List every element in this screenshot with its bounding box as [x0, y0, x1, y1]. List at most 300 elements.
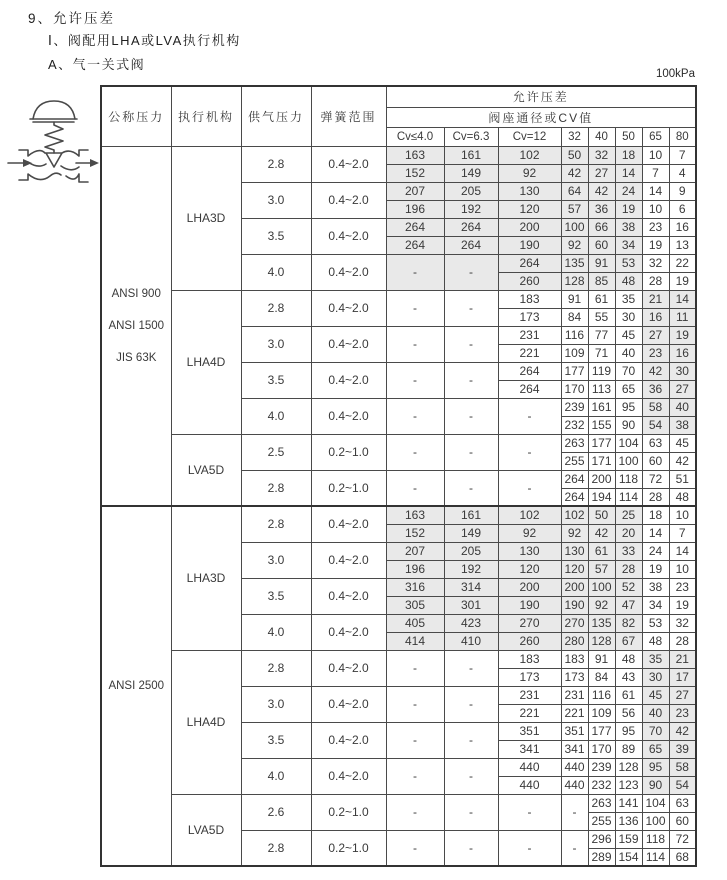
pressure-diff-cell: 30 — [642, 668, 669, 686]
pressure-diff-cell: 7 — [669, 146, 696, 164]
pressure-diff-cell: 183 — [498, 290, 561, 308]
pressure-diff-cell: 7 — [642, 164, 669, 182]
pressure-diff-cell: - — [498, 470, 561, 506]
pressure-diff-cell: 19 — [669, 272, 696, 290]
pressure-diff-cell: - — [386, 290, 444, 326]
pressure-diff-cell: 28 — [642, 488, 669, 506]
pressure-diff-cell: 177 — [588, 434, 615, 452]
header-actuator: 执行机构 — [171, 86, 241, 146]
pressure-diff-cell: 91 — [588, 254, 615, 272]
pressure-diff-cell: 207 — [386, 182, 444, 200]
pressure-diff-cell: 47 — [615, 596, 642, 614]
page-title: 9、允许压差 — [28, 11, 116, 26]
pressure-table-body — [101, 146, 696, 866]
supply-pressure-cell: 2.8 — [241, 470, 311, 506]
pressure-diff-cell: 50 — [588, 506, 615, 524]
pressure-diff-cell: 61 — [588, 542, 615, 560]
pressure-diff-cell: 19 — [642, 560, 669, 578]
header-supply-pressure: 供气压力 — [241, 86, 311, 146]
pressure-diff-cell: 34 — [615, 236, 642, 254]
pressure-diff-cell: 102 — [498, 506, 561, 524]
header-dn-32: 32 — [561, 127, 588, 146]
pressure-diff-cell: 113 — [588, 380, 615, 398]
pressure-diff-cell: 100 — [561, 218, 588, 236]
pressure-diff-cell: 70 — [642, 722, 669, 740]
pressure-diff-cell: 196 — [386, 200, 444, 218]
pressure-diff-cell: 159 — [615, 830, 642, 848]
pressure-diff-cell: - — [561, 830, 588, 866]
pressure-diff-cell: 264 — [561, 488, 588, 506]
pressure-diff-cell: 60 — [642, 452, 669, 470]
pressure-diff-cell: 118 — [642, 830, 669, 848]
pressure-diff-cell: 42 — [642, 362, 669, 380]
header-allowable-pressure-diff: 允许压差 — [386, 86, 696, 107]
pressure-diff-cell: 92 — [498, 164, 561, 182]
pressure-diff-cell: 57 — [561, 200, 588, 218]
pressure-diff-cell: 100 — [588, 578, 615, 596]
pressure-diff-cell: 136 — [615, 812, 642, 830]
pressure-diff-cell: 200 — [561, 578, 588, 596]
pressure-diff-cell: 91 — [588, 650, 615, 668]
pressure-diff-cell: 21 — [669, 650, 696, 668]
pressure-diff-cell: 183 — [561, 650, 588, 668]
pressure-diff-cell: 316 — [386, 578, 444, 596]
pressure-diff-cell: 154 — [615, 848, 642, 866]
pressure-differential-table — [100, 85, 697, 867]
pressure-diff-cell: 114 — [642, 848, 669, 866]
pressure-diff-cell: 61 — [615, 686, 642, 704]
pressure-diff-cell: 161 — [444, 146, 498, 164]
pressure-diff-cell: 200 — [588, 470, 615, 488]
pressure-diff-cell: 163 — [386, 146, 444, 164]
pressure-diff-cell: 264 — [444, 236, 498, 254]
pressure-diff-cell: 264 — [498, 380, 561, 398]
pressure-diff-cell: - — [498, 434, 561, 470]
pressure-diff-cell: 192 — [444, 200, 498, 218]
pressure-diff-cell: 23 — [669, 578, 696, 596]
pressure-diff-cell: 104 — [615, 434, 642, 452]
pressure-diff-cell: 95 — [615, 722, 642, 740]
pressure-diff-cell: 109 — [561, 344, 588, 362]
pressure-diff-cell: 440 — [498, 776, 561, 794]
pressure-diff-cell: - — [386, 758, 444, 794]
pressure-diff-cell: 14 — [642, 524, 669, 542]
pressure-diff-cell: 19 — [615, 200, 642, 218]
pressure-diff-cell: 128 — [561, 272, 588, 290]
pressure-diff-cell: 10 — [642, 146, 669, 164]
pressure-diff-cell: - — [498, 830, 561, 866]
pressure-diff-cell: 289 — [588, 848, 615, 866]
pressure-diff-cell: 173 — [498, 668, 561, 686]
pressure-diff-cell: 10 — [642, 200, 669, 218]
pressure-diff-cell: 22 — [669, 254, 696, 272]
pressure-diff-cell: 32 — [588, 146, 615, 164]
pressure-diff-cell: 51 — [669, 470, 696, 488]
pressure-diff-cell: 60 — [669, 812, 696, 830]
pressure-diff-cell: 232 — [561, 416, 588, 434]
pressure-diff-cell: 161 — [444, 506, 498, 524]
pressure-diff-cell: 84 — [561, 308, 588, 326]
pressure-diff-cell: 55 — [588, 308, 615, 326]
pressure-diff-cell: 341 — [498, 740, 561, 758]
pressure-diff-cell: 58 — [669, 758, 696, 776]
pressure-diff-cell: 414 — [386, 632, 444, 650]
pressure-diff-cell: 19 — [669, 596, 696, 614]
pressure-diff-cell: 116 — [561, 326, 588, 344]
pressure-diff-cell: 64 — [561, 182, 588, 200]
header-dn-50: 50 — [615, 127, 642, 146]
pressure-diff-cell: 260 — [498, 632, 561, 650]
pressure-diff-cell: 66 — [588, 218, 615, 236]
supply-pressure-cell: 4.0 — [241, 758, 311, 794]
pressure-diff-cell: 16 — [669, 218, 696, 236]
pressure-diff-cell: 23 — [642, 218, 669, 236]
pressure-diff-cell: 48 — [669, 488, 696, 506]
pressure-diff-cell: 102 — [498, 146, 561, 164]
pressure-diff-cell: 440 — [498, 758, 561, 776]
pressure-diff-cell: 70 — [615, 362, 642, 380]
pressure-diff-cell: 61 — [588, 290, 615, 308]
pressure-diff-cell: 25 — [615, 506, 642, 524]
pressure-diff-cell: 92 — [561, 236, 588, 254]
pressure-diff-cell: 128 — [615, 758, 642, 776]
header-cv-6-3: Cv=6.3 — [444, 127, 498, 146]
spring-range-cell: 0.4~2.0 — [311, 326, 386, 362]
header-dn-40: 40 — [588, 127, 615, 146]
header-dn-80: 80 — [669, 127, 696, 146]
spring-range-cell: 0.2~1.0 — [311, 794, 386, 830]
spring-range-cell: 0.4~2.0 — [311, 362, 386, 398]
pressure-diff-cell: - — [386, 434, 444, 470]
pressure-diff-cell: 35 — [615, 290, 642, 308]
spring-range-cell: 0.4~2.0 — [311, 686, 386, 722]
pressure-diff-cell: 296 — [588, 830, 615, 848]
supply-pressure-cell: 2.6 — [241, 794, 311, 830]
pressure-diff-cell: 351 — [561, 722, 588, 740]
header-spring-range: 弹簧范围 — [311, 86, 386, 146]
spring-range-cell: 0.4~2.0 — [311, 722, 386, 758]
pressure-diff-cell: 173 — [498, 308, 561, 326]
pressure-diff-cell: 43 — [615, 668, 642, 686]
pressure-diff-cell: 104 — [642, 794, 669, 812]
actuator-cell: LHA4D — [171, 290, 241, 434]
pressure-diff-cell: 173 — [561, 668, 588, 686]
supply-pressure-cell: 3.5 — [241, 578, 311, 614]
pressure-diff-cell: 263 — [561, 434, 588, 452]
pressure-diff-cell: 53 — [642, 614, 669, 632]
pressure-diff-cell: - — [386, 650, 444, 686]
pressure-diff-cell: 120 — [498, 200, 561, 218]
pressure-diff-cell: 95 — [615, 398, 642, 416]
pressure-diff-cell: 72 — [642, 470, 669, 488]
pressure-diff-cell: - — [386, 398, 444, 434]
pressure-diff-cell: 39 — [669, 740, 696, 758]
pressure-diff-cell: 92 — [588, 596, 615, 614]
pressure-diff-cell: 231 — [561, 686, 588, 704]
pressure-diff-cell: 130 — [498, 182, 561, 200]
pressure-diff-cell: 24 — [642, 542, 669, 560]
pressure-diff-cell: 102 — [561, 506, 588, 524]
pressure-diff-cell: - — [498, 398, 561, 434]
pressure-diff-cell: 120 — [498, 560, 561, 578]
pressure-diff-cell: 28 — [669, 632, 696, 650]
pressure-diff-cell: 163 — [386, 506, 444, 524]
pressure-diff-cell: 91 — [561, 290, 588, 308]
pressure-diff-cell: 130 — [498, 542, 561, 560]
supply-pressure-cell: 2.8 — [241, 650, 311, 686]
pressure-diff-cell: 177 — [561, 362, 588, 380]
supply-pressure-cell: 3.0 — [241, 326, 311, 362]
pressure-diff-cell: 114 — [615, 488, 642, 506]
pressure-diff-cell: 38 — [615, 218, 642, 236]
pressure-diff-cell: 205 — [444, 182, 498, 200]
pressure-diff-cell: 190 — [498, 236, 561, 254]
pressure-diff-cell: 54 — [669, 776, 696, 794]
pressure-diff-cell: 152 — [386, 524, 444, 542]
pressure-diff-cell: - — [386, 794, 444, 830]
pressure-diff-cell: 221 — [498, 344, 561, 362]
pressure-diff-cell: 264 — [498, 362, 561, 380]
pressure-diff-cell: 52 — [615, 578, 642, 596]
spring-range-cell: 0.4~2.0 — [311, 614, 386, 650]
pressure-diff-cell: 405 — [386, 614, 444, 632]
supply-pressure-cell: 3.0 — [241, 542, 311, 578]
pressure-diff-cell: 149 — [444, 524, 498, 542]
pressure-diff-cell: 100 — [642, 812, 669, 830]
nominal-pressure-cell: ANSI 900 ANSI 1500 JIS 63K — [101, 146, 171, 506]
pressure-diff-cell: 36 — [642, 380, 669, 398]
pressure-diff-cell: - — [444, 398, 498, 434]
pressure-diff-cell: 20 — [615, 524, 642, 542]
pressure-diff-cell: - — [444, 830, 498, 866]
supply-pressure-cell: 4.0 — [241, 254, 311, 290]
pressure-diff-cell: 14 — [669, 542, 696, 560]
pressure-diff-cell: 14 — [615, 164, 642, 182]
spring-range-cell: 0.4~2.0 — [311, 218, 386, 254]
actuator-cell: LHA3D — [171, 506, 241, 650]
pressure-diff-cell: 56 — [615, 704, 642, 722]
spring-range-cell: 0.4~2.0 — [311, 398, 386, 434]
pressure-diff-cell: - — [386, 470, 444, 506]
pressure-diff-cell: 13 — [669, 236, 696, 254]
supply-pressure-cell: 3.0 — [241, 686, 311, 722]
pressure-diff-cell: 32 — [642, 254, 669, 272]
pressure-diff-cell: 239 — [561, 398, 588, 416]
pressure-diff-cell: 130 — [561, 542, 588, 560]
pressure-diff-cell: 423 — [444, 614, 498, 632]
spring-range-cell: 0.2~1.0 — [311, 830, 386, 866]
pressure-diff-cell: 205 — [444, 542, 498, 560]
pressure-diff-cell: 11 — [669, 308, 696, 326]
pressure-diff-cell: 84 — [588, 668, 615, 686]
pressure-diff-cell: 45 — [642, 686, 669, 704]
pressure-diff-cell: 14 — [669, 290, 696, 308]
pressure-diff-cell: 82 — [615, 614, 642, 632]
pressure-diff-cell: 90 — [615, 416, 642, 434]
pressure-diff-cell: 54 — [642, 416, 669, 434]
pressure-diff-cell: 6 — [669, 200, 696, 218]
pressure-diff-cell: 42 — [588, 524, 615, 542]
pressure-diff-cell: 27 — [669, 380, 696, 398]
pressure-diff-cell: 263 — [588, 794, 615, 812]
actuator-cell: LVA5D — [171, 434, 241, 506]
pressure-diff-cell: 192 — [444, 560, 498, 578]
pressure-diff-cell: 95 — [642, 758, 669, 776]
spring-range-cell: 0.4~2.0 — [311, 578, 386, 614]
supply-pressure-cell: 3.0 — [241, 182, 311, 218]
pressure-diff-cell: 18 — [642, 506, 669, 524]
pressure-diff-cell: 19 — [669, 326, 696, 344]
pressure-diff-cell: - — [444, 650, 498, 686]
supply-pressure-cell: 2.8 — [241, 506, 311, 542]
pressure-diff-cell: 42 — [669, 452, 696, 470]
pressure-diff-cell: 190 — [561, 596, 588, 614]
header-cv-12: Cv=12 — [498, 127, 561, 146]
pressure-diff-cell: - — [444, 794, 498, 830]
pressure-diff-cell: 200 — [498, 218, 561, 236]
pressure-diff-cell: 92 — [498, 524, 561, 542]
pressure-diff-cell: 301 — [444, 596, 498, 614]
supply-pressure-cell: 3.5 — [241, 722, 311, 758]
pressure-diff-cell: - — [444, 434, 498, 470]
pressure-diff-cell: 27 — [642, 326, 669, 344]
supply-pressure-cell: 3.5 — [241, 218, 311, 254]
nominal-pressure-cell: ANSI 2500 — [101, 506, 171, 866]
pressure-diff-cell: 118 — [615, 470, 642, 488]
pressure-diff-cell: 27 — [669, 686, 696, 704]
pressure-diff-cell: 128 — [588, 632, 615, 650]
pressure-diff-cell: 231 — [498, 326, 561, 344]
supply-pressure-cell: 2.5 — [241, 434, 311, 470]
header-seat-diameter-cv: 阀座通径或CV值 — [386, 107, 696, 127]
pressure-diff-cell: 120 — [561, 560, 588, 578]
pressure-diff-cell: 231 — [498, 686, 561, 704]
pressure-diff-cell: - — [386, 362, 444, 398]
pressure-diff-cell: 63 — [669, 794, 696, 812]
pressure-diff-cell: 149 — [444, 164, 498, 182]
pressure-diff-cell: 40 — [615, 344, 642, 362]
pressure-diff-cell: 207 — [386, 542, 444, 560]
pressure-diff-cell: 170 — [588, 740, 615, 758]
pressure-diff-cell: 141 — [615, 794, 642, 812]
pressure-diff-cell: 18 — [615, 146, 642, 164]
pressure-diff-cell: 71 — [588, 344, 615, 362]
pressure-diff-cell: 16 — [669, 344, 696, 362]
pressure-diff-cell: 255 — [588, 812, 615, 830]
pressure-diff-cell: 60 — [588, 236, 615, 254]
pressure-diff-cell: - — [386, 830, 444, 866]
pressure-diff-cell: 264 — [386, 236, 444, 254]
pressure-diff-cell: 255 — [561, 452, 588, 470]
pressure-diff-cell: 28 — [642, 272, 669, 290]
spring-range-cell: 0.4~2.0 — [311, 542, 386, 578]
spring-range-cell: 0.4~2.0 — [311, 254, 386, 290]
pressure-diff-cell: 221 — [498, 704, 561, 722]
pressure-diff-cell: - — [444, 290, 498, 326]
pressure-diff-cell: 24 — [615, 182, 642, 200]
pressure-diff-cell: 67 — [615, 632, 642, 650]
pressure-diff-cell: - — [386, 686, 444, 722]
pressure-diff-cell: 21 — [642, 290, 669, 308]
pressure-diff-cell: 38 — [669, 416, 696, 434]
pressure-diff-cell: 33 — [615, 542, 642, 560]
pressure-diff-cell: 280 — [561, 632, 588, 650]
pressure-diff-cell: 30 — [669, 362, 696, 380]
pressure-diff-cell: 89 — [615, 740, 642, 758]
pressure-diff-cell: - — [444, 326, 498, 362]
spring-range-cell: 0.4~2.0 — [311, 506, 386, 542]
pressure-diff-cell: 135 — [561, 254, 588, 272]
pressure-diff-cell: 171 — [588, 452, 615, 470]
pressure-diff-cell: 7 — [669, 524, 696, 542]
spring-range-cell: 0.4~2.0 — [311, 758, 386, 794]
pressure-diff-cell: 23 — [669, 704, 696, 722]
pressure-diff-cell: 45 — [615, 326, 642, 344]
actuator-cell: LHA3D — [171, 146, 241, 290]
pressure-diff-cell: 305 — [386, 596, 444, 614]
pressure-diff-cell: 152 — [386, 164, 444, 182]
pressure-diff-cell: 58 — [642, 398, 669, 416]
pressure-diff-cell: - — [444, 470, 498, 506]
pressure-diff-cell: 27 — [588, 164, 615, 182]
header-cv-le-4: Cv≤4.0 — [386, 127, 444, 146]
pressure-diff-cell: - — [386, 722, 444, 758]
pressure-diff-cell: 4 — [669, 164, 696, 182]
pressure-diff-cell: 90 — [642, 776, 669, 794]
spring-range-cell: 0.2~1.0 — [311, 434, 386, 470]
header-dn-65: 65 — [642, 127, 669, 146]
pressure-diff-cell: 14 — [642, 182, 669, 200]
pressure-diff-cell: 50 — [561, 146, 588, 164]
pressure-diff-cell: 10 — [669, 560, 696, 578]
pressure-diff-cell: 440 — [561, 758, 588, 776]
pressure-diff-cell: 194 — [588, 488, 615, 506]
pressure-diff-cell: 53 — [615, 254, 642, 272]
pressure-diff-cell: - — [444, 362, 498, 398]
pressure-diff-cell: - — [444, 758, 498, 794]
unit-label: 100kPa — [655, 68, 695, 80]
pressure-diff-cell: 57 — [588, 560, 615, 578]
pressure-diff-cell: 183 — [498, 650, 561, 668]
pressure-diff-cell: 190 — [498, 596, 561, 614]
pressure-diff-cell: 30 — [615, 308, 642, 326]
pressure-diff-cell: 36 — [588, 200, 615, 218]
supply-pressure-cell: 2.8 — [241, 290, 311, 326]
pressure-diff-cell: - — [386, 326, 444, 362]
pressure-diff-cell: 161 — [588, 398, 615, 416]
pressure-diff-cell: 264 — [561, 470, 588, 488]
pressure-diff-cell: 10 — [669, 506, 696, 524]
pressure-diff-cell: 170 — [561, 380, 588, 398]
pressure-diff-cell: 270 — [561, 614, 588, 632]
pressure-diff-cell: 65 — [642, 740, 669, 758]
supply-pressure-cell: 3.5 — [241, 362, 311, 398]
pressure-diff-cell: 38 — [642, 578, 669, 596]
pressure-diff-cell: - — [561, 794, 588, 830]
pressure-diff-cell: 40 — [642, 704, 669, 722]
pressure-diff-cell: 92 — [561, 524, 588, 542]
pressure-diff-cell: 77 — [588, 326, 615, 344]
supply-pressure-cell: 2.8 — [241, 830, 311, 866]
pressure-diff-cell: 48 — [642, 632, 669, 650]
pressure-diff-cell: - — [444, 686, 498, 722]
pressure-diff-cell: 314 — [444, 578, 498, 596]
pressure-diff-cell: 42 — [669, 722, 696, 740]
pressure-diff-cell: 116 — [588, 686, 615, 704]
pressure-diff-cell: 34 — [642, 596, 669, 614]
pressure-diff-cell: 232 — [588, 776, 615, 794]
pressure-diff-cell: 351 — [498, 722, 561, 740]
